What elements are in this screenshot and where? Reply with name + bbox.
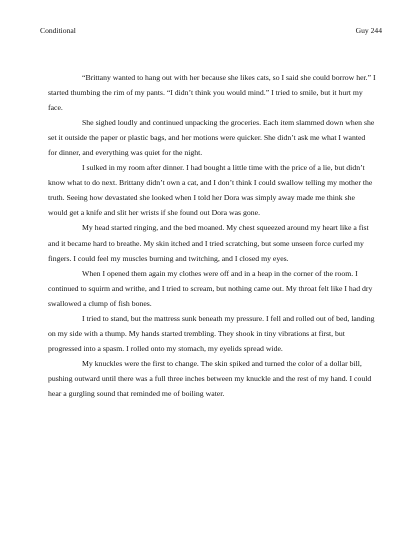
header-page-label: Guy 244: [355, 26, 382, 35]
header-title: Conditional: [40, 26, 76, 35]
paragraph: “Brittany wanted to hang out with her because she likes cats, so I said she could borrow her.” I started thumbing the rim of my pants. “I didn’t think you would mind.” I tried to smile, but it hurt my face.: [48, 73, 376, 113]
paragraph: I tried to stand, but the mattress sunk beneath my pressure. I fell and rolled out of bed, landing on my side with a thump. My hands started trembling. They shook in tiny vibrations at first, but progressed into a spasm. I rolled onto my stomach, my eyelids spread wide.: [48, 313, 375, 353]
paragraph: She sighed loudly and continued unpacking the groceries. Each item slammed down when she set it outside the paper or plastic bags, and her motions were quicker. She didn’t ask me what I wanted for dinner, and everything was quiet for the night.: [48, 118, 375, 158]
paragraph: My head started ringing, and the bed moaned. My chest squeezed around my heart like a fist and it became hard to breathe. My skin itched and I tried scratching, but some unseen force curled my fingers. I could feel my muscles burning and twitching, and I closed my eyes.: [48, 223, 369, 263]
body-text: [48, 70, 376, 401]
running-header: [40, 26, 382, 38]
paragraph: When I opened them again my clothes were off and in a heap in the corner of the room. I continued to squirm and writhe, and I tried to scream, but nothing came out. My throat felt like I had dry swallowed a clump of fish bones.: [48, 268, 373, 308]
paragraph: My knuckles were the first to change. The skin spiked and turned the color of a dollar bill, pushing outward until there was a full three inches between my knuckle and the rest of my hand. I could hear a gurgling sound that reminded me of boiling water.: [48, 358, 372, 398]
paragraph: I sulked in my room after dinner. I had bought a little time with the price of a lie, but didn’t know what to do next. Brittany didn’t own a cat, and I don’t think I could swallow telling my mother the truth. Seeing how devastated she looked when I told her Dora was simply away made me think she would get a knife and slit her wrists if she found out Dora was gone.: [48, 163, 373, 218]
